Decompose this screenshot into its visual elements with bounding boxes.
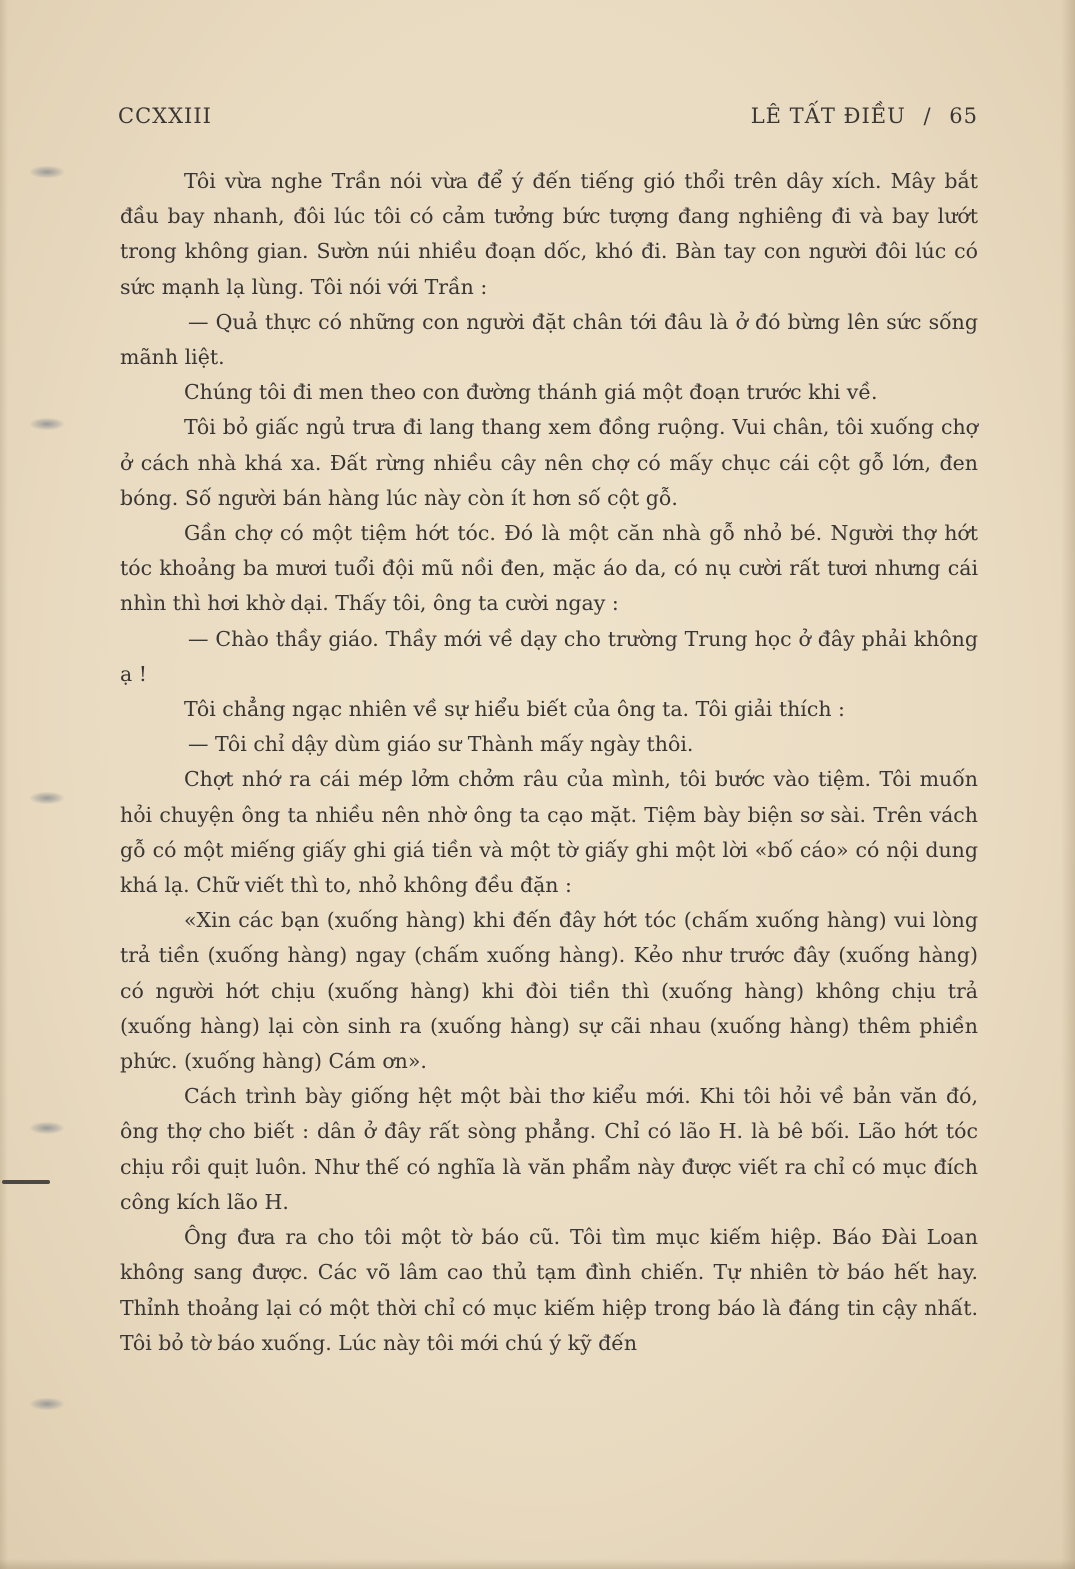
dialogue-paragraph: — Tôi chỉ dậy dùm giáo sư Thành mấy ngày thôi. (188, 732, 694, 757)
page-edge-bottom (0, 1559, 1075, 1569)
dialogue-paragraph: — Quả thực có những con người đặt chân tới đâu là ở đó bừng lên sức sống mãnh liệt. (120, 309, 978, 370)
binding-hole-mark (30, 792, 64, 804)
running-header (118, 104, 978, 134)
paragraph: Cách trình bày giống hệt một bài thơ kiểu mới. Khi tôi hỏi về bản văn đó, ông thợ cho biết : dân ở đây rất sòng phẳng. Chỉ có lão H. là bê bối. Lão hớt tóc chịu rồi quịt luôn. Như thế có nghĩa là văn phẩm này được viết ra chỉ có mục đích công kích lão H. (120, 1084, 978, 1214)
notice-quote-paragraph: «Xin các bạn (xuống hàng) khi đến đây hớt tóc (chấm xuống hàng) vui lòng trả tiền (xuống hàng) ngay (chấm xuống hàng). Kẻo như trước đây (xuống hàng) có người hớt chịu (xuống hàng) khi đòi tiền thì (xuống hàng) không chịu trả (xuống hàng) lại còn sinh ra (xuống hàng) sự cãi nhau (xuống hàng) thêm phiền phức. (xuống hàng) Cám ơn». (120, 908, 978, 1074)
binding-hole-mark (30, 166, 64, 178)
page-edge-right (1061, 0, 1075, 1569)
paragraph: Gần chợ có một tiệm hớt tóc. Đó là một căn nhà gỗ nhỏ bé. Người thợ hớt tóc khoảng ba mươi tuổi đội mũ nồi đen, mặc áo da, có nụ cười rất tươi nhưng cái nhìn thì hơi khờ dại. Thấy tôi, ông ta cười ngay : (120, 521, 978, 616)
dialogue-paragraph: — Chào thầy giáo. Thầy mới về dạy cho trường Trung học ở đây phải không ạ ! (120, 626, 978, 686)
paragraph: Chúng tôi đi men theo con đường thánh giá một đoạn trước khi về. (184, 380, 878, 405)
paragraph: Tôi vừa nghe Trần nói vừa để ý đến tiếng gió thổi trên dây xích. Mây bắt đầu bay nhanh, đôi lúc tôi có cảm tưởng bức tượng đang nghiêng đi và bay lướt trong không gian. Sườn núi nhiều đoạn dốc, khó đi. Bàn tay con người đôi lúc có sức mạnh lạ lùng. Tôi nói với Trần : (120, 169, 978, 299)
author-name: LÊ TẤT ĐIỀU (750, 104, 906, 128)
binding-hole-mark (30, 1398, 64, 1410)
binding-hole-mark (30, 1122, 64, 1134)
paragraph: Chợt nhớ ra cái mép lởm chởm râu của mình, tôi bước vào tiệm. Tôi muốn hỏi chuyện ông ta nhiều nên nhờ ông ta cạo mặt. Tiệm bày biện sơ sài. Trên vách gỗ có một miếng giấy ghi giá tiền và một tờ giấy ghi một lời «bố cáo» có nội dung khá lạ. Chữ viết thì to, nhỏ không đều đặn : (120, 767, 978, 898)
paragraph: Tôi bỏ giấc ngủ trưa đi lang thang xem đồng ruộng. Vui chân, tôi xuống chợ ở cách nhà khá xa. Đất rừng nhiều cây nên chợ có mấy chục cái cột gỗ lớn, đen bóng. Số người bán hàng lúc này còn ít hơn số cột gỗ. (120, 415, 978, 510)
binding-staple-mark (2, 1180, 50, 1184)
header-right (741, 104, 978, 128)
page-edge-left (0, 0, 8, 1569)
paragraph: Tôi chẳng ngạc nhiên về sự hiểu biết của ông ta. Tôi giải thích : (184, 697, 845, 722)
page-number: 65 (949, 104, 978, 128)
body-text (120, 164, 978, 1361)
binding-hole-mark (30, 418, 64, 430)
chapter-number: CCXXIII (118, 104, 212, 128)
header-separator: / (923, 104, 932, 128)
paragraph: Ông đưa ra cho tôi một tờ báo cũ. Tôi tìm mục kiếm hiệp. Báo Đài Loan không sang được. Các võ lâm cao thủ tạm đình chiến. Tự nhiên tờ báo hết hay. Thỉnh thoảng lại có một thời chỉ có mục kiếm hiệp trong báo là đáng tin cậy nhất. Tôi bỏ tờ báo xuống. Lúc này tôi mới chú ý kỹ đến (120, 1225, 978, 1355)
